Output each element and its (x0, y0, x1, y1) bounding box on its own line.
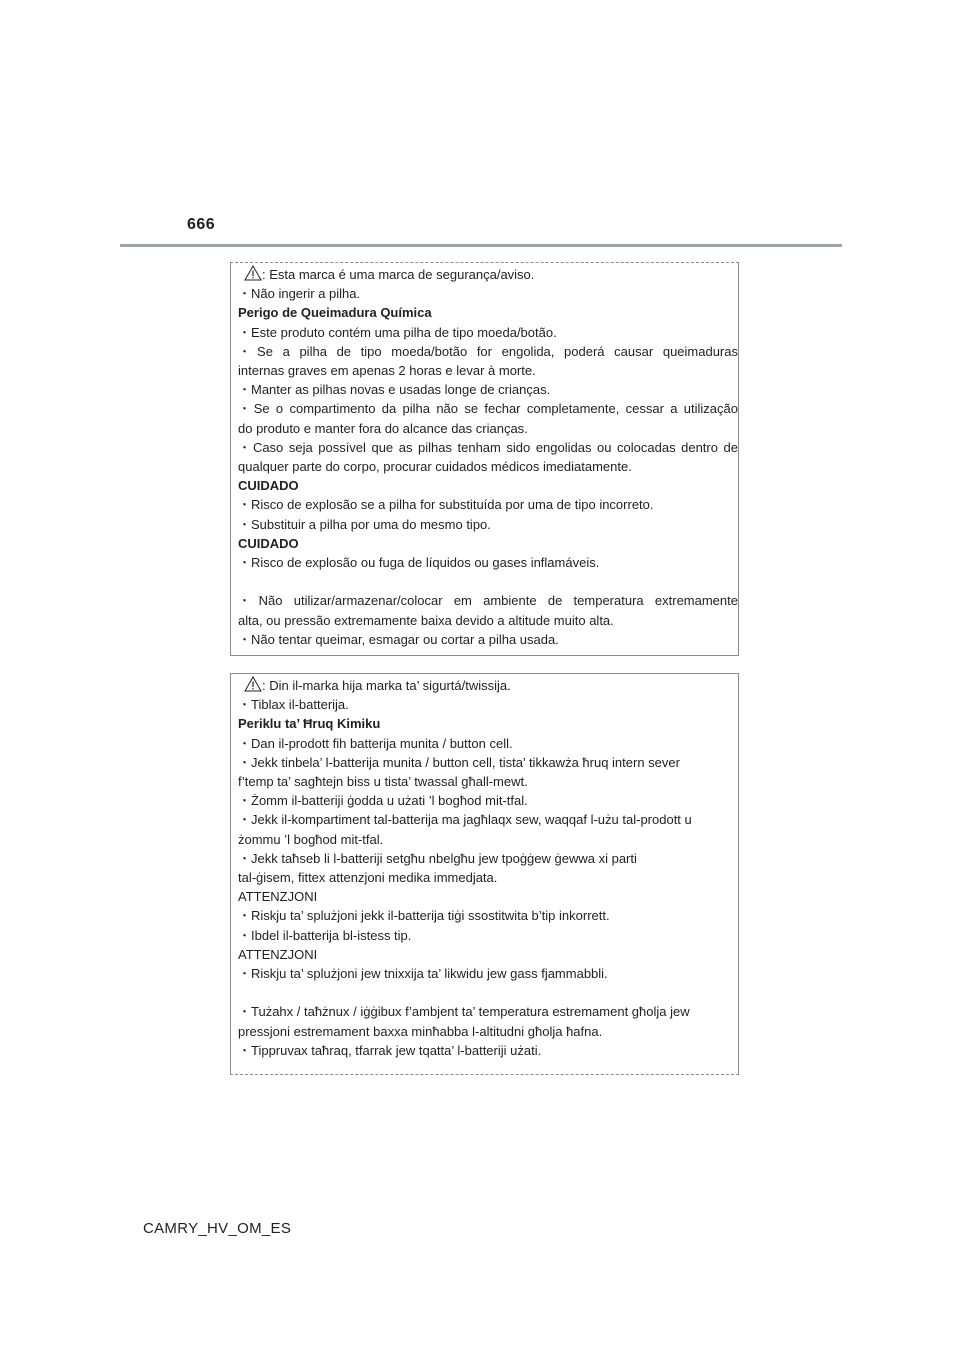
text-line: f’temp ta’ sagħtejn biss u tista’ twassal għall-mewt. (238, 774, 528, 790)
text-line: tal-ġisem, fittex attenzjoni medika immedjata. (238, 870, 498, 886)
text-line: żommu ’l bogħod mit-tfal. (238, 831, 384, 847)
section-heading: ATTENZJONI (238, 889, 318, 905)
warning-triangle-icon (244, 676, 262, 692)
text-line: ・Żomm il-batteriji ġodda u użati ’l bogħod mit-tfal. (238, 793, 528, 809)
text-line: ・Caso seja possível que as pilhas tenham sido engolidas ou colocadas dentro de (238, 439, 738, 455)
spacer (238, 983, 738, 1002)
page-number: 666 (187, 216, 216, 233)
text-line: ・Jekk il-kompartiment tal-batterija ma jagħlaqx sew, waqqaf l-użu tal-prodott u (238, 812, 692, 828)
text-line: ・Jekk tinbela’ l-batterija munita / button cell, tista’ tikkawża ħruq intern sever (238, 754, 680, 770)
spacer (238, 572, 738, 591)
text-line: alta, ou pressão extremamente baixa devido a altitude muito alta. (238, 612, 614, 628)
section-heading: Perigo de Queimadura Química (238, 305, 432, 321)
text-line: ・Este produto contém uma pilha de tipo moeda/botão. (238, 324, 557, 340)
mark-line (238, 676, 738, 695)
warning-box-portuguese (230, 262, 739, 656)
section-heading: CUIDADO (238, 478, 299, 494)
section-heading: Periklu ta’ Ħruq Kimiku (238, 716, 381, 732)
text-line: ・Risco de explosão se a pilha for substituída por uma de tipo incorreto. (238, 497, 654, 513)
text-line: do produto e manter fora do alcance das crianças. (238, 420, 528, 436)
text-line: ・Não utilizar/armazenar/colocar em ambiente de temperatura extremamente (238, 593, 738, 609)
text-line: ・Se o compartimento da pilha não se fechar completamente, cessar a utilização (238, 401, 738, 417)
warning-box-maltese (230, 673, 739, 1075)
text-line: ・Não tentar queimar, esmagar ou cortar a pilha usada. (238, 631, 559, 647)
text-line: ・Dan il-prodott fih batterija munita / button cell. (238, 735, 513, 751)
text-line: ・Ibdel il-batterija bl-istess tip. (238, 927, 412, 943)
text-line: internas graves em apenas 2 horas e levar à morte. (238, 363, 536, 379)
mark-line (238, 265, 738, 284)
text-line: qualquer parte do corpo, procurar cuidados médicos imediatamente. (238, 459, 632, 475)
mark-text: : Din il-marka hija marka ta’ sigurtá/twissija. (262, 678, 511, 693)
section-heading: ATTENZJONI (238, 946, 318, 962)
text-line: ・Riskju ta’ splużjoni jew tnixxija ta’ likwidu jew gass fjammabbli. (238, 966, 608, 982)
text-line: ・Não ingerir a pilha. (238, 286, 361, 302)
text-line: ・Tippruvax taħraq, tfarrak jew tqatta’ l-batteriji użati. (238, 1042, 542, 1058)
text-line: pressjoni estremament baxxa minħabba l-altitudni għolja ħafna. (238, 1023, 603, 1039)
footer-document-code: CAMRY_HV_OM_ES (143, 1220, 292, 1237)
text-line: ・Manter as pilhas novas e usadas longe de crianças. (238, 382, 551, 398)
text-line: ・Jekk taħseb li l-batteriji setgħu nbelgħu jew tpoġġew ġewwa xi parti (238, 850, 637, 866)
text-line: ・Se a pilha de tipo moeda/botão for engolida, poderá causar queimaduras (238, 343, 738, 359)
header-rule (120, 244, 842, 247)
text-line: ・Risco de explosão ou fuga de líquidos ou gases inflamáveis. (238, 555, 600, 571)
section-heading: CUIDADO (238, 535, 299, 551)
mark-text: : Esta marca é uma marca de segurança/aviso. (262, 267, 535, 282)
text-line: ・Substituir a pilha por uma do mesmo tipo. (238, 516, 491, 532)
warning-triangle-icon (244, 265, 262, 281)
text-line: ・Riskju ta’ splużjoni jekk il-batterija tiġi ssostitwita b’tip inkorrett. (238, 908, 610, 924)
text-line: ・Tużahx / taħżnux / iġġibux f’ambjent ta’ temperatura estremament għolja jew (238, 1004, 690, 1020)
text-line: ・Tiblax il-batterija. (238, 697, 349, 713)
